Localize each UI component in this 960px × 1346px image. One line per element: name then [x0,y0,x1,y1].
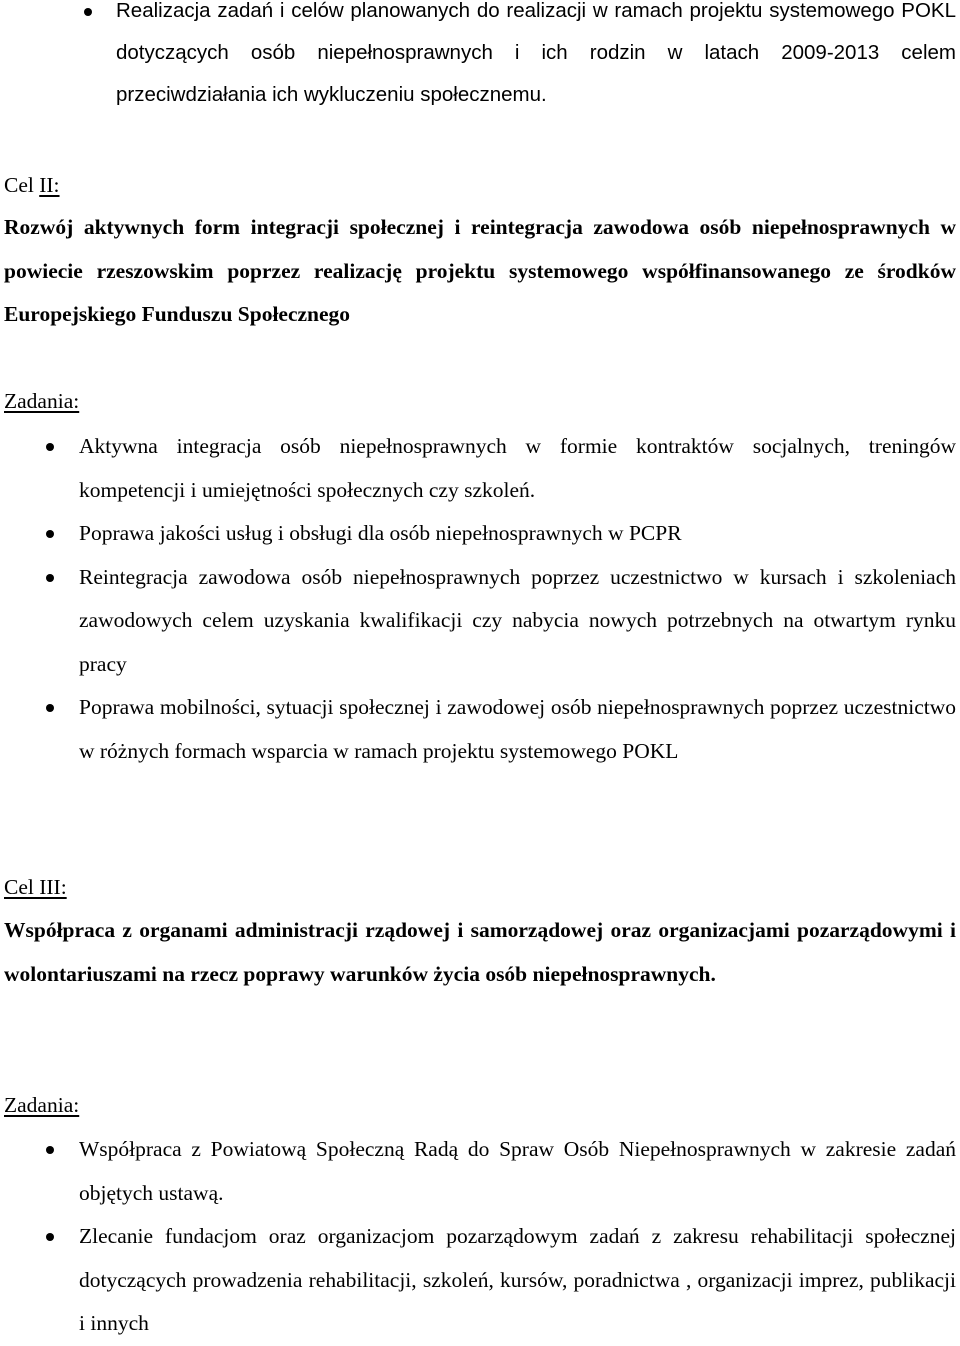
goal-3-title: Współpraca z organami administracji rządowej i samorządowej oraz organizacjami pozarządowymi i wolontariuszami na rzecz poprawy warunków życia osób niepełnosprawnych. [4,918,956,986]
list-item [0,0,960,116]
intro-item-text: Realizacja zadań i celów planowanych do realizacji w ramach projektu systemowego POKL dotyczących osób niepełnosprawnych i ich rodzin w latach 2009-2013 celem przeciwdziałania ich wykluczeniu społecznemu. [116,0,956,106]
goal-2-task-list [0,425,960,773]
list-item [0,1128,960,1215]
goal-2-heading [4,170,60,200]
goal-2-heading-prefix: Cel [4,173,40,197]
list-item [0,556,960,687]
task-text: Współpraca z Powiatową Społeczną Radą do Spraw Osób Niepełnosprawnych w zakresie zadań objętych ustawą. [79,1137,956,1205]
bullet-icon [46,1233,54,1241]
bullet-icon [46,530,54,538]
goal-3-task-list [0,1128,960,1346]
bullet-icon [84,8,92,16]
task-text: Reintegracja zawodowa osób niepełnosprawnych poprzez uczestnictwo w kursach i szkoleniach zawodowych celem uzyskania kwalifikacji czy nabycia nowych potrzebnych na otwartym rynku pracy [79,564,956,676]
bullet-icon [46,704,54,712]
bullet-icon [46,1146,54,1154]
task-text: Aktywna integracja osób niepełnosprawnych w formie kontraktów socjalnych, treningów kompetencji i umiejętności społecznych czy szkoleń. [79,434,956,502]
list-item [0,686,960,773]
bullet-icon [46,574,54,582]
task-text: Poprawa jakości usług i obsługi dla osób niepełnosprawnych w PCPR [79,521,682,545]
list-item [0,425,960,512]
goal-2-tasks-heading [4,386,79,416]
bullet-icon [46,443,54,451]
goal-2-tasks-heading-text: Zadania: [4,389,80,413]
task-text: Zlecanie fundacjom oraz organizacjom pozarządowym zadań z zakresu rehabilitacji społecznej dotyczących prowadzenia rehabilitacji, szkoleń, kursów, poradnictwa , organizacji imprez, publikacji i innych [79,1224,956,1335]
goal-2-title: Rozwój aktywnych form integracji społecznej i reintegracja zawodowa osób niepełnosprawnych w powiecie rzeszowskim poprzez realizację projektu systemowego współfinansowanego ze środków Europejskiego Funduszu Społecznego [4,215,956,326]
intro-list [0,0,960,116]
goal-3-tasks-heading-text: Zadania: [4,1093,80,1117]
goal-3-heading [4,872,67,902]
task-text: Poprawa mobilności, sytuacji społecznej i zawodowej osób niepełnosprawnych poprzez uczestnictwo w różnych formach wsparcia w ramach projektu systemowego POKL [79,695,956,763]
goal-2-heading-number: II: [39,173,60,197]
goal-3-heading-text: Cel III: [4,875,67,899]
list-item [0,512,960,556]
list-item [0,1215,960,1346]
goal-3-tasks-heading [4,1090,79,1120]
